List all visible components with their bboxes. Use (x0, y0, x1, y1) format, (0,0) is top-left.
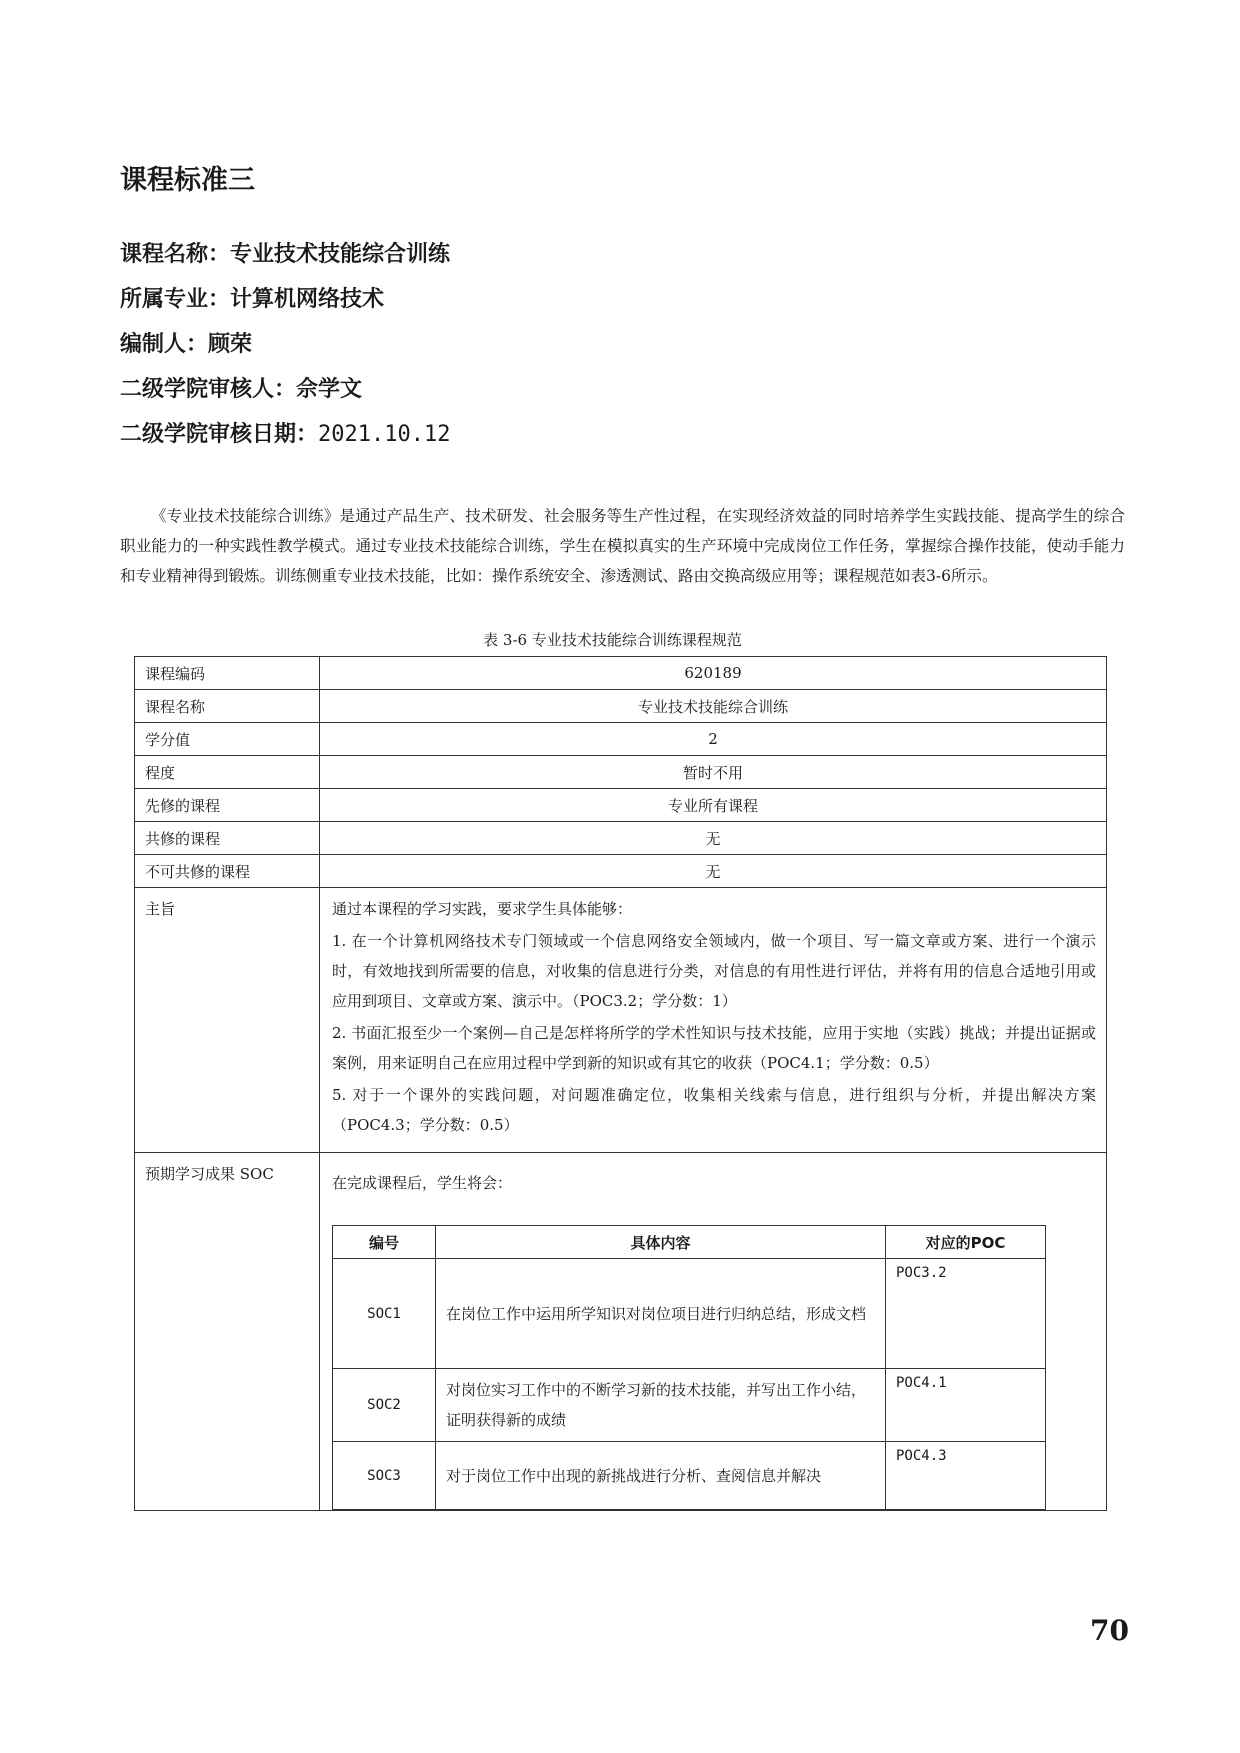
aim-item: 2. 书面汇报至少一个案例—自己是怎样将所学的学术性知识与技术技能，应用于实地（实践）挑战；并提出证据或案例，用来证明自己在应用过程中学到新的知识或有其它的收获（POC4.1；学分数：0.5） (332, 1024, 1096, 1072)
meta-course-name (120, 240, 450, 285)
row-value: 无 (320, 855, 1107, 888)
soc-code: SOC2 (333, 1369, 436, 1442)
soc-lead: 在完成课程后，学生将会： (332, 1174, 513, 1192)
soc-code: SOC1 (333, 1259, 436, 1369)
row-key: 先修的课程 (135, 789, 320, 822)
meta-author (120, 330, 450, 375)
meta-reviewer (120, 375, 450, 420)
row-key: 程度 (135, 756, 320, 789)
aim-key: 主旨 (135, 888, 320, 1153)
row-key: 课程名称 (135, 690, 320, 723)
table-row (135, 756, 1107, 789)
soc-key: 预期学习成果 SOC (135, 1153, 320, 1511)
soc-row-item (333, 1259, 1046, 1369)
table-row (135, 855, 1107, 888)
soc-header: 对应的POC (886, 1226, 1046, 1259)
aim-content (320, 888, 1107, 1153)
table-row (135, 822, 1107, 855)
soc-content (320, 1153, 1107, 1511)
soc-table (332, 1225, 1046, 1510)
soc-code: SOC3 (333, 1442, 436, 1510)
soc-poc: POC4.3 (886, 1442, 1046, 1510)
soc-header: 具体内容 (436, 1226, 886, 1259)
soc-detail: 对于岗位工作中出现的新挑战进行分析、查阅信息并解决 (436, 1442, 886, 1510)
page-number: 70 (1090, 1614, 1129, 1647)
soc-row-item (333, 1369, 1046, 1442)
row-value: 620189 (320, 657, 1107, 690)
page-title: 课程标准三 (120, 165, 255, 196)
row-key: 不可共修的课程 (135, 855, 320, 888)
table-row (135, 723, 1107, 756)
meta-value: 顾荣 (208, 332, 253, 357)
meta-label: 二级学院审核人： (120, 377, 297, 402)
meta-value: 计算机网络技术 (230, 287, 385, 312)
meta-value: 2021.10.12 (318, 422, 451, 447)
meta-label: 课程名称： (120, 242, 231, 267)
meta-review-date (120, 420, 450, 465)
row-value: 暂时不用 (320, 756, 1107, 789)
soc-row (135, 1153, 1107, 1511)
soc-detail: 对岗位实习工作中的不断学习新的技术技能，并写出工作小结，证明获得新的成绩 (436, 1369, 886, 1442)
row-key: 共修的课程 (135, 822, 320, 855)
row-key: 课程编码 (135, 657, 320, 690)
aim-item: 5. 对于一个课外的实践问题，对问题准确定位，收集相关线索与信息，进行组织与分析，并提出解决方案（POC4.3；学分数：0.5） (332, 1086, 1096, 1134)
meta-value: 专业技术技能综合训练 (230, 242, 451, 267)
meta-label: 二级学院审核日期： (120, 422, 319, 447)
row-value: 无 (320, 822, 1107, 855)
table-row (135, 657, 1107, 690)
aim-row (135, 888, 1107, 1153)
meta-value: 佘学文 (296, 377, 363, 402)
meta-major (120, 285, 450, 330)
table-caption: 表 3-6 专业技术技能综合训练课程规范 (483, 631, 742, 649)
table-row (135, 789, 1107, 822)
course-spec-table (134, 656, 1107, 1511)
soc-header-row (333, 1226, 1046, 1259)
row-value: 2 (320, 723, 1107, 756)
soc-poc: POC3.2 (886, 1259, 1046, 1369)
row-value: 专业技术技能综合训练 (320, 690, 1107, 723)
row-value: 专业所有课程 (320, 789, 1107, 822)
course-meta (120, 240, 450, 465)
soc-header: 编号 (333, 1226, 436, 1259)
row-key: 学分值 (135, 723, 320, 756)
aim-item: 1. 在一个计算机网络技术专门领域或一个信息网络安全领域内，做一个项目、写一篇文章或方案、进行一个演示时，有效地找到所需要的信息，对收集的信息进行分类，对信息的有用性进行评估，并将有用的信息合适地引用或应用到项目、文章或方案、演示中。（POC3.2；学分数：1） (332, 932, 1096, 1010)
aim-lead: 通过本课程的学习实践，要求学生具体能够： (332, 900, 633, 918)
intro-paragraph: 《专业技术技能综合训练》是通过产品生产、技术研发、社会服务等生产性过程，在实现经济效益的同时培养学生实践技能、提高学生的综合职业能力的一种实践性教学模式。通过专业技术技能综合训练，学生在模拟真实的生产环境中完成岗位工作任务，掌握综合操作技能，使动手能力和专业精神得到锻炼。训练侧重专业技术技能，比如：操作系统安全、渗透测试、路由交换高级应用等；课程规范如表3-6所示。 (120, 507, 1125, 585)
soc-row-item (333, 1442, 1046, 1510)
soc-detail: 在岗位工作中运用所学知识对岗位项目进行归纳总结，形成文档 (436, 1259, 886, 1369)
meta-label: 编制人： (120, 332, 209, 357)
soc-poc: POC4.1 (886, 1369, 1046, 1442)
meta-label: 所属专业： (120, 287, 231, 312)
table-row (135, 690, 1107, 723)
